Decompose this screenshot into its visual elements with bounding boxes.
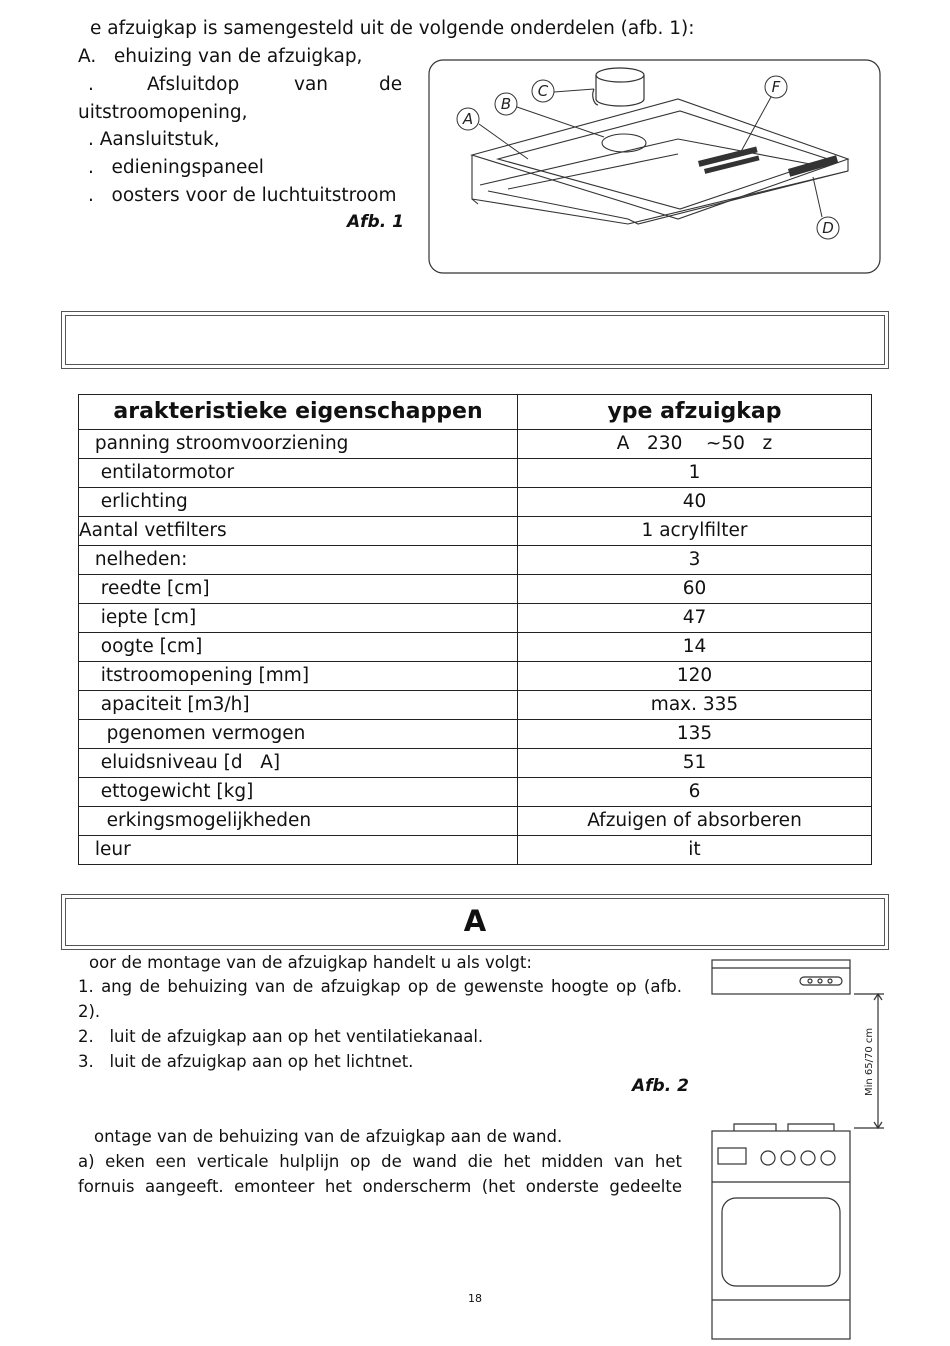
mounting-step-a-line1: a) eken een verticale hulplijn op de wand die het midden van het [78,1152,682,1171]
table-row [79,749,872,778]
part-d: . edieningspaneel [88,157,264,178]
row-value: 1 acrylfilter [518,517,872,546]
montage-step-3: 3. luit de afzuigkap aan op het lichtnet. [78,1052,414,1071]
header-type: ype afzuigkap [518,395,872,430]
row-value: 40 [518,488,872,517]
row-name: Aantal vetfilters [79,517,518,546]
row-value: 3 [518,546,872,575]
row-name: nelheden: [79,546,518,575]
specifications-table [78,394,872,865]
row-value: 120 [518,662,872,691]
figure1-hood-drawing [428,59,882,275]
row-name: panning stroomvoorziening [79,430,518,459]
row-value: 51 [518,749,872,778]
part-a: A. ehuizing van de afzuigkap, [78,46,363,67]
table-row [79,807,872,836]
callout-c: C [537,82,549,100]
callout-a: A [462,110,474,128]
row-value: 47 [518,604,872,633]
intro-line: e afzuigkap is samengesteld uit de volgende onderdelen (afb. 1): [90,18,695,39]
section2-heading: A [463,904,487,938]
montage-intro: oor de montage van de afzuigkap handelt u als volgt: [89,953,532,972]
row-name: erkingsmogelijkheden [79,807,518,836]
callout-d: D [822,219,834,237]
row-value: 135 [518,720,872,749]
table-row [79,546,872,575]
row-value: 14 [518,633,872,662]
row-name: entilatormotor [79,459,518,488]
montage-step-2: 2. luit de afzuigkap aan op het ventilatiekanaal. [78,1027,484,1046]
row-name: leur [79,836,518,865]
row-value: 60 [518,575,872,604]
part-e: . oosters voor de luchtuitstroom [88,185,397,206]
row-name: pgenomen vermogen [79,720,518,749]
row-name: eluidsniveau [d A] [79,749,518,778]
part-b-dot: . [88,74,94,95]
row-value: A 230 ~50 z [518,430,872,459]
table-row [79,720,872,749]
table-row [79,430,872,459]
table-row [79,604,872,633]
figure1-caption: Afb. 1 [347,212,404,232]
section1-heading-box [61,311,889,369]
row-name: apaciteit [m3/h] [79,691,518,720]
row-value: 1 [518,459,872,488]
row-name: ettogewicht [kg] [79,778,518,807]
callout-b: B [500,95,512,113]
callout-f: F [771,78,781,96]
table-row [79,459,872,488]
mounting-step-a-line2: fornuis aangeeft. emonteer het onderscherm (het onderste gedeelte [78,1177,682,1196]
row-name: reedte [cm] [79,575,518,604]
table-row [79,778,872,807]
row-value: Afzuigen of absorberen [518,807,872,836]
part-b-word2: van [294,74,329,95]
part-b-word3: de [379,74,403,95]
row-name: erlichting [79,488,518,517]
table-row [79,662,872,691]
header-characteristics: arakteristieke eigenschappen [79,395,518,430]
row-name: itstroomopening [mm] [79,662,518,691]
montage-step-1: 1. ang de behuizing van de afzuigkap op de gewenste hoogte op (afb. [78,977,682,996]
part-b-continued: uitstroomopening, [78,102,248,123]
section2-heading-box [61,894,889,950]
figure2-caption: Afb. 2 [632,1076,689,1096]
table-row [79,691,872,720]
page-number: 18 [468,1292,482,1305]
part-c: . Aansluitstuk, [88,129,220,150]
figure2-dimension-label: Min 65/70 cm [864,1027,875,1096]
table-row [79,517,872,546]
table-row [79,836,872,865]
mounting-title: ontage van de behuizing van de afzuigkap aan de wand. [94,1127,563,1146]
montage-step-1-cont: 2). [78,1002,101,1021]
row-value: max. 335 [518,691,872,720]
table-row [79,575,872,604]
row-name: iepte [cm] [79,604,518,633]
table-row [79,488,872,517]
table-header-row [79,395,872,430]
figure2-hood-stove-drawing [708,956,894,1346]
row-value: it [518,836,872,865]
table-row [79,633,872,662]
row-name: oogte [cm] [79,633,518,662]
part-b-word1: Afsluitdop [147,74,240,95]
row-value: 6 [518,778,872,807]
